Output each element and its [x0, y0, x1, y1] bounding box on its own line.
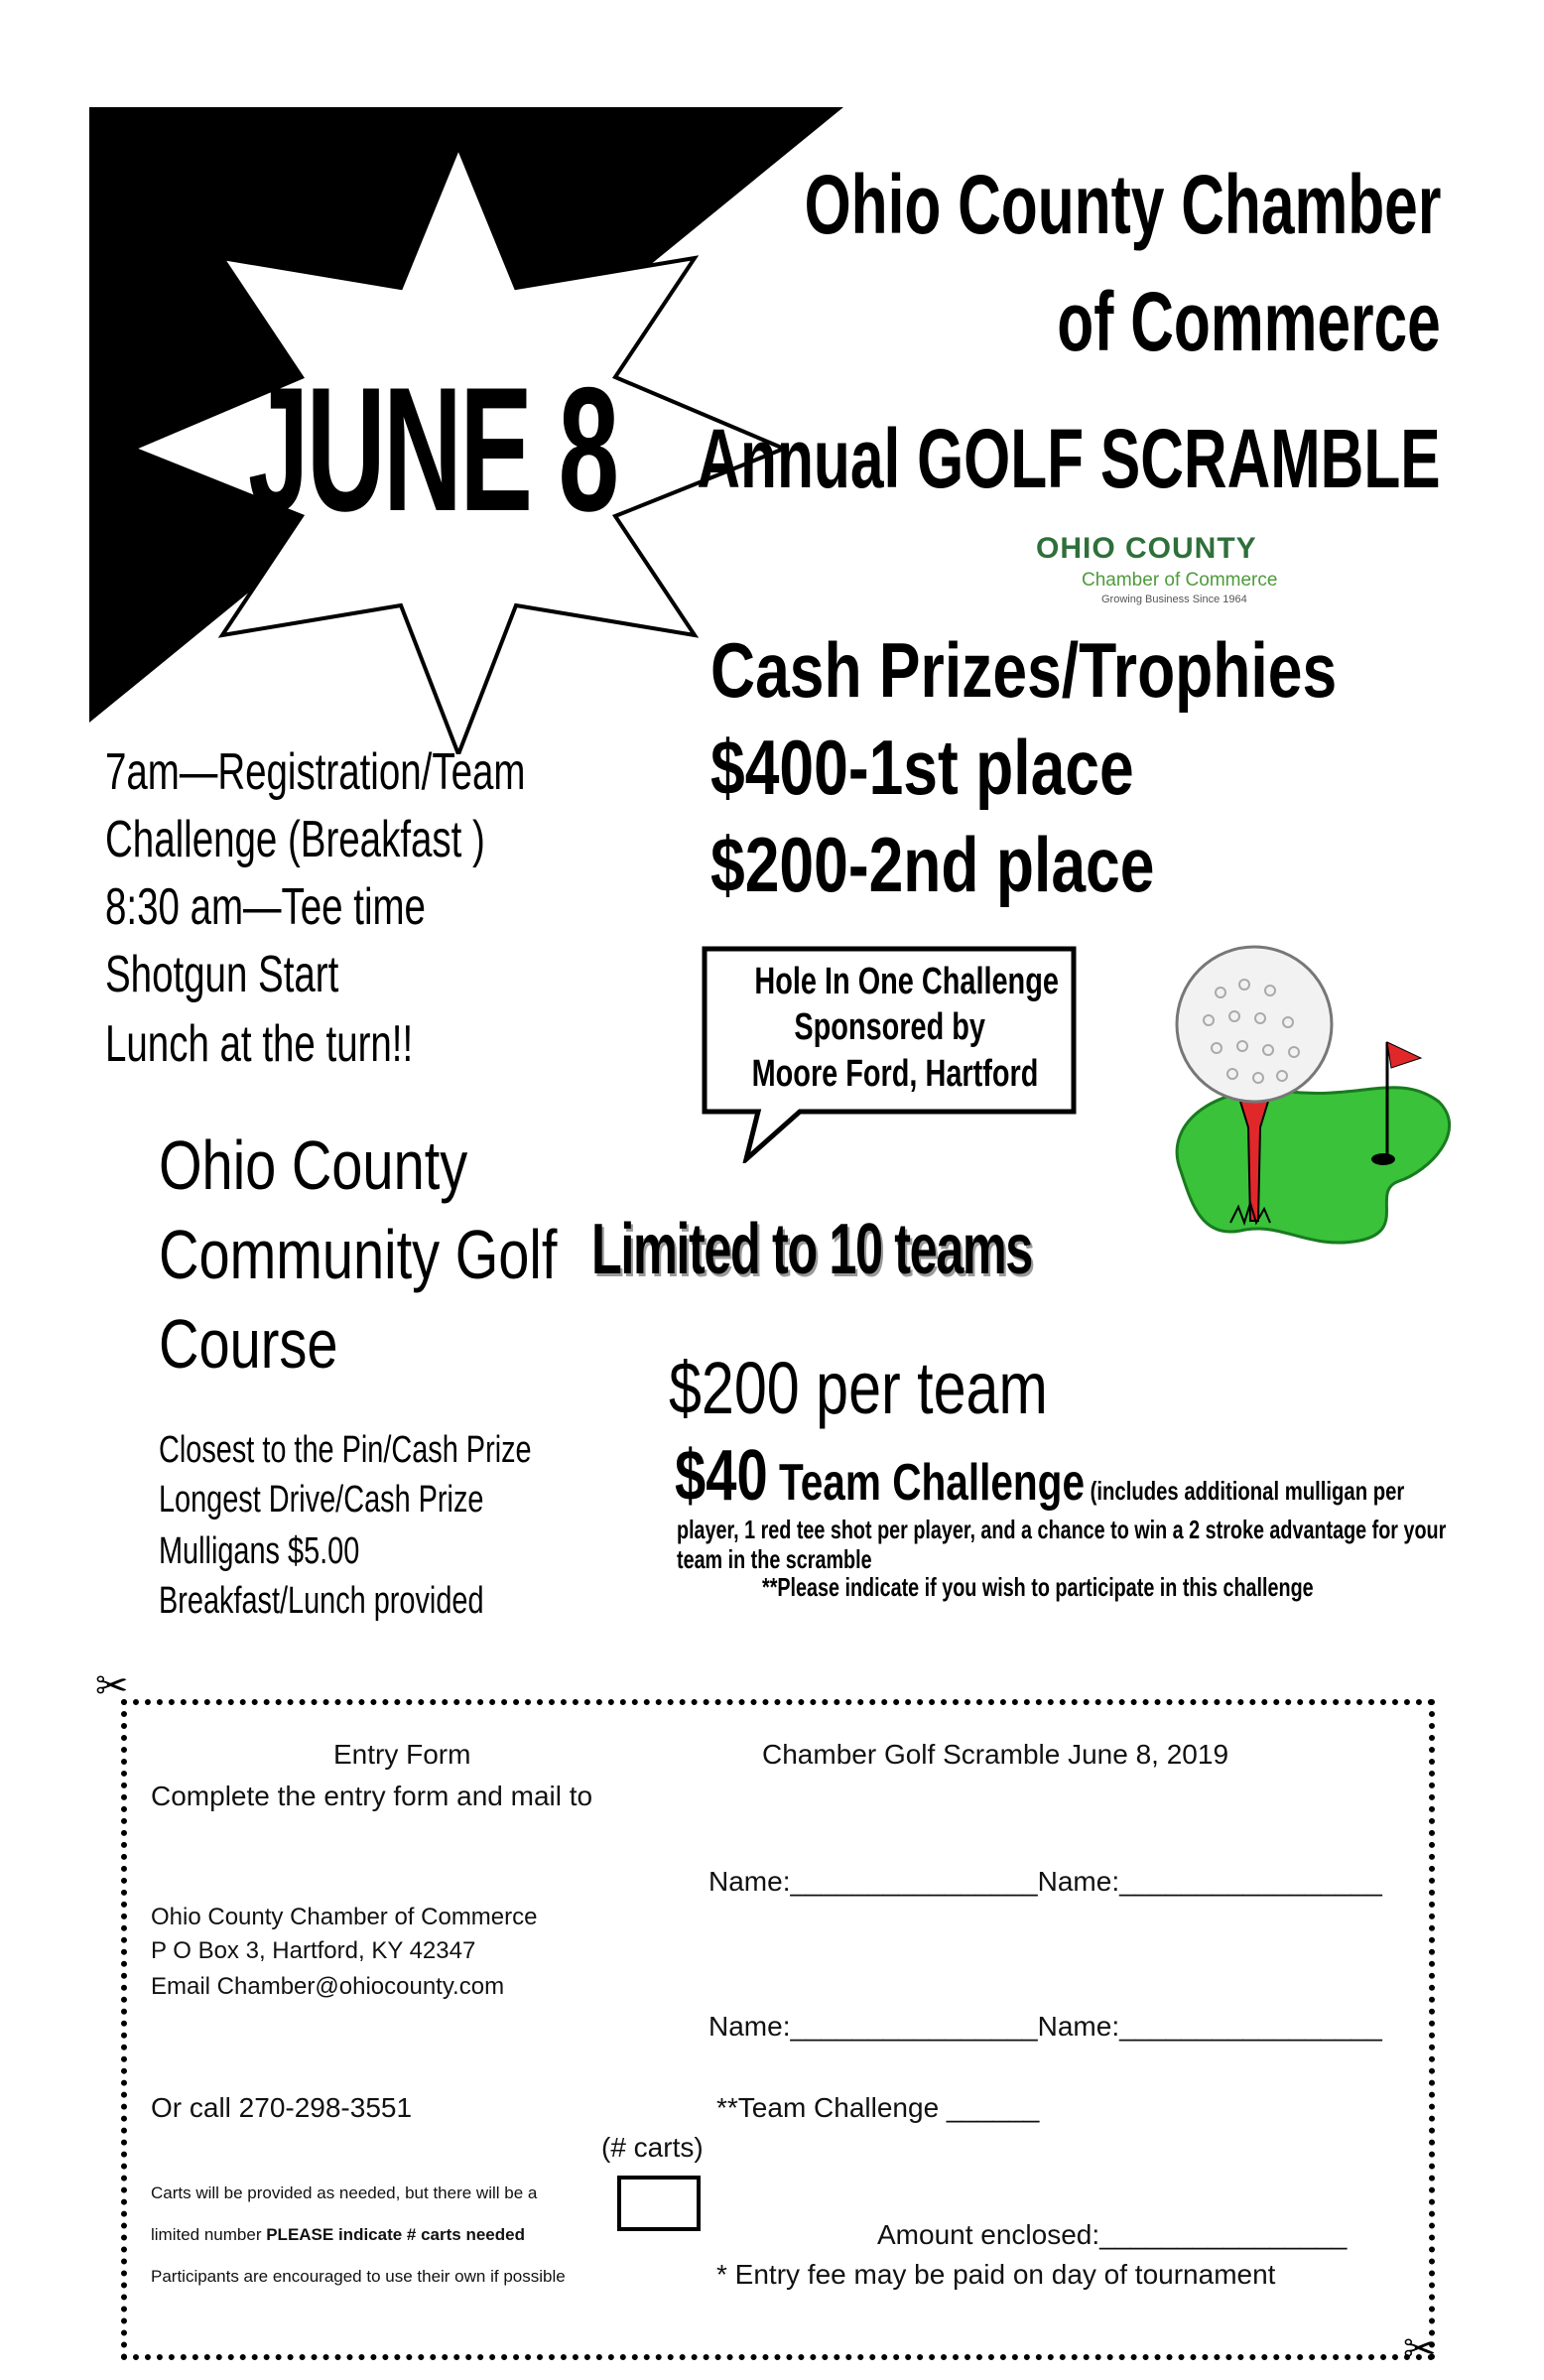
venue-line: Ohio County — [159, 1126, 468, 1204]
team-challenge-note: player, 1 red tee shot per player, and a chance to win a 2 stroke advantage for your — [677, 1515, 1447, 1544]
mail-email: Email Chamber@ohiocounty.com — [151, 1973, 505, 2000]
prize-first: $400-1st place — [710, 724, 1134, 811]
entry-fee-note: * Entry fee may be paid on day of tournament — [716, 2259, 1276, 2290]
carts-input-box[interactable] — [617, 2176, 701, 2231]
prizes-heading: Cash Prizes/Trophies — [710, 626, 1338, 714]
team-challenge-note: (includes additional mulligan per — [1085, 1476, 1405, 1506]
event-date: JUNE 8 — [248, 350, 617, 548]
logo-name: OHIO COUNTY — [1036, 532, 1257, 565]
venue-line: Course — [159, 1305, 338, 1383]
logo-subtitle: Chamber of Commerce — [1082, 570, 1278, 591]
venue-line: Community Golf — [159, 1216, 558, 1293]
form-event-title: Chamber Golf Scramble June 8, 2019 — [762, 1739, 1229, 1770]
per-team-fee: $200 per team — [669, 1347, 1048, 1429]
limited-teams-notice: Limited to 10 teams — [591, 1210, 1032, 1289]
team-challenge-note: team in the scramble — [677, 1544, 872, 1574]
prize-second: $200-2nd place — [710, 821, 1155, 908]
carts-note: Participants are encouraged to use their own if possible — [151, 2267, 566, 2286]
name-fields-row[interactable]: Name:________________Name:_________________ — [708, 1866, 1382, 1897]
feature-line: Longest Drive/Cash Prize — [159, 1479, 484, 1521]
team-challenge-instruction: **Please indicate if you wish to participate in this challenge — [762, 1572, 1314, 1602]
logo-tagline: Growing Business Since 1964 — [1101, 594, 1247, 605]
schedule-line: Challenge (Breakfast ) — [105, 811, 485, 868]
phone-contact: Or call 270-298-3551 — [151, 2092, 413, 2123]
team-challenge-amount: $40 — [675, 1436, 768, 1516]
feature-line: Mulligans $5.00 — [159, 1530, 360, 1572]
schedule-line: Lunch at the turn!! — [105, 1015, 414, 1073]
title-line-2: of Commerce — [1057, 275, 1441, 368]
scissors-icon: ✂ — [95, 1664, 129, 1708]
feature-line: Breakfast/Lunch provided — [159, 1580, 484, 1622]
carts-label: (# carts) — [601, 2132, 704, 2163]
carts-note: limited number PLEASE indicate # carts needed — [151, 2225, 525, 2244]
name-fields-row[interactable]: Name:________________Name:_________________ — [708, 2011, 1382, 2042]
team-challenge — [675, 1435, 1404, 1517]
amount-enclosed-field[interactable]: Amount enclosed:________________ — [877, 2219, 1348, 2250]
schedule-line: Shotgun Start — [105, 946, 339, 1003]
team-challenge-field[interactable]: **Team Challenge ______ — [716, 2092, 1040, 2123]
sponsor-line: Moore Ford, Hartford — [751, 1053, 1039, 1095]
golf-ball-icon — [1161, 933, 1459, 1260]
scissors-icon: ✂ — [1403, 2327, 1437, 2371]
form-instruction: Complete the entry form and mail to — [151, 1781, 593, 1811]
mail-address-org: Ohio County Chamber of Commerce — [151, 1904, 538, 1930]
title-line-3: Annual GOLF SCRAMBLE — [697, 412, 1441, 505]
form-title: Entry Form — [333, 1739, 471, 1770]
carts-note: Carts will be provided as needed, but there will be a — [151, 2183, 538, 2202]
team-challenge-label: Team Challenge — [767, 1454, 1086, 1512]
title-line-1: Ohio County Chamber — [804, 158, 1441, 251]
schedule-line: 7am—Registration/Team — [105, 743, 526, 801]
schedule-line: 8:30 am—Tee time — [105, 878, 426, 936]
sponsor-line: Hole In One Challenge — [754, 961, 1059, 1002]
mail-address-po: P O Box 3, Hartford, KY 42347 — [151, 1937, 476, 1964]
sponsor-line: Sponsored by — [794, 1006, 986, 1048]
feature-line: Closest to the Pin/Cash Prize — [159, 1429, 532, 1471]
